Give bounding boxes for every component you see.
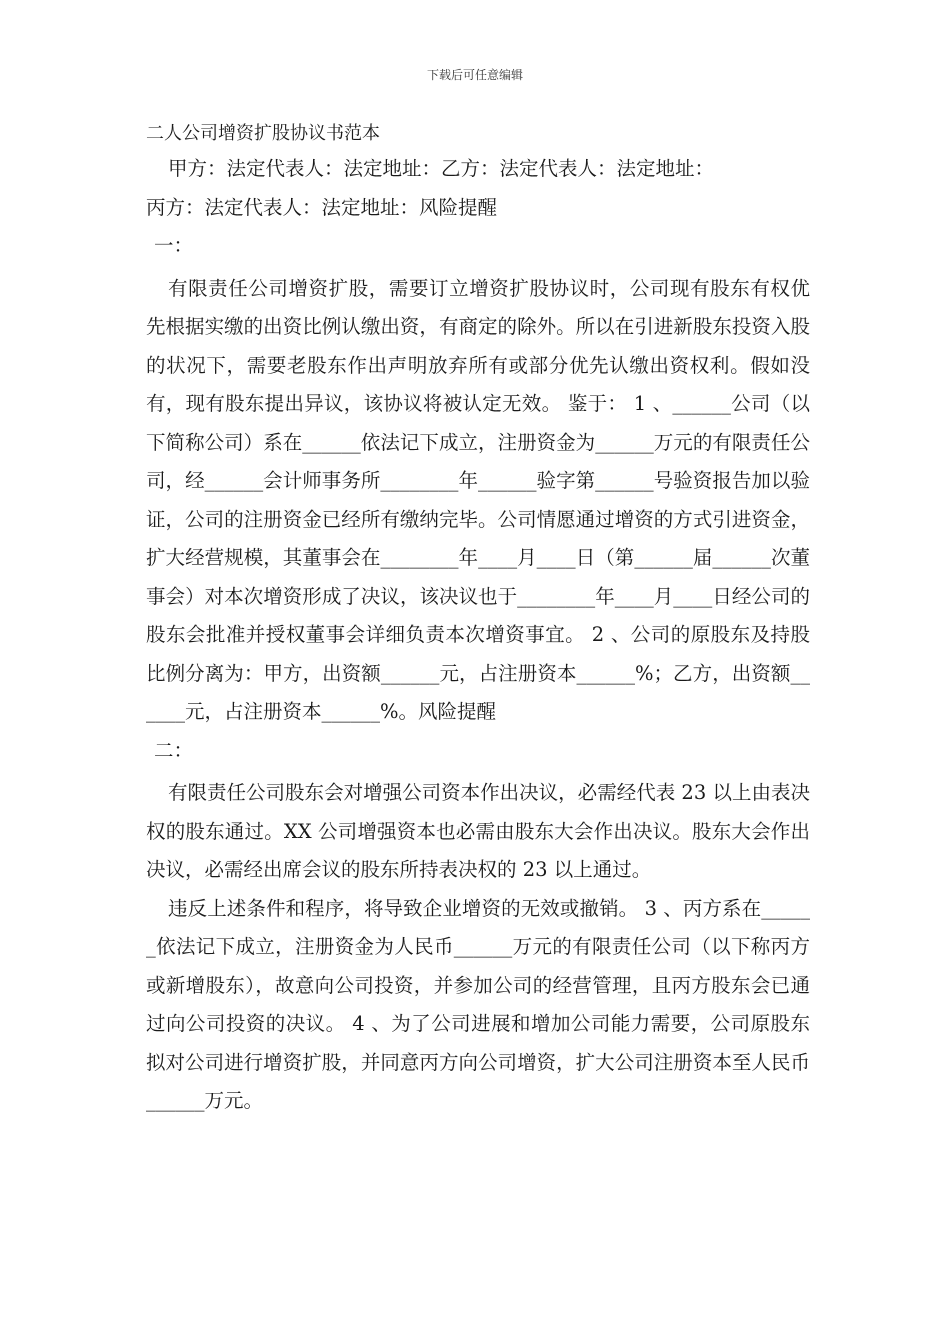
paragraph-3: 违反上述条件和程序，将导致企业增资的无效或撤销。 3 、丙方系在______依法记下成立，注册资金为人民币______万元的有限责任公司（以下称丙方或新增股东），故意向公司投资，并参加公司的经营管理，且丙方股东会已通过向公司投资的决议。 4 、为了公司进展和增加公司能力需要，公司原股东拟对公司进行增资扩股，并同意丙方向公司增资，扩大公司注册资本至人民币______万元。 xyxy=(146,896,810,1112)
parties-line-1: 甲方：法定代表人：法定地址：乙方：法定代表人：法定地址： xyxy=(168,157,715,180)
paragraph-1: 有限责任公司增资扩股，需要订立增资扩股协议时，公司现有股东有权优先根据实缴的出资比例认缴出资，有商定的除外。所以在引进新股东投资入股的状况下，需要老股东作出声明放弃所有或部分优先认缴出资权利。假如没有，现有股东提出异议，该协议将被认定无效。 鉴于： 1 、______公司（以下简称公司）系在______依法记下成立，注册资金为______万元的有限责任公司，经______会计师事务所________年______验字第______号验资报告加以验证，公司的注册资金已经所有缴纳完毕。公司情愿通过增资的方式引进资金，扩大经营规模，其董事会在________年____月____日（第______届______次董事会）对本次增资形成了决议，该决议也于________年____月____日经公司的股东会批准并授权董事会详细负责本次增资事宜。 2 、公司的原股东及持股比例分离为：甲方，出资额______元，占注册资本______%；乙方，出资额______元，占注册资本______%。风险提醒 xyxy=(146,276,810,723)
section-1-heading: 一： xyxy=(154,234,194,257)
document-title: 二人公司增资扩股协议书范本 xyxy=(146,123,380,144)
section-2-heading: 二： xyxy=(154,738,194,762)
header-note: 下载后可任意编辑 xyxy=(426,68,523,82)
parties-line-2: 丙方：法定代表人：法定地址：风险提醒 xyxy=(146,195,498,219)
paragraph-2: 有限责任公司股东会对增强公司资本作出决议，必需经代表 23 以上由表决权的股东通过。XX 公司增强资本也必需由股东大会作出决议。股东大会作出决议，必需经出席会议的股东所持表决权的 23 以上通过。 xyxy=(146,781,810,881)
document-body xyxy=(146,118,810,1121)
